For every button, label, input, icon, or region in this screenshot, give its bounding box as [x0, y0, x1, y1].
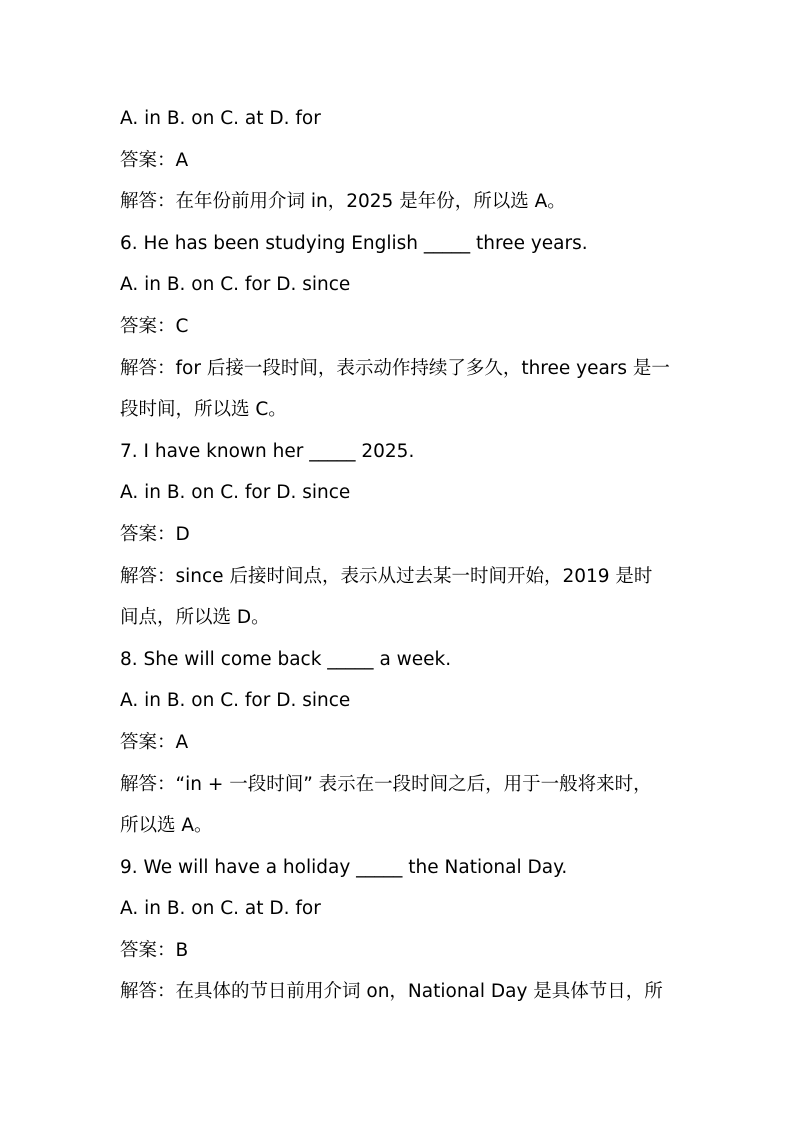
q7-explanation-line-1: 解答：since 后接时间点，表示从过去某一时间开始，2019 是时 [120, 565, 653, 587]
q9-question: 9. We will have a holiday _____ the National Day. [120, 856, 568, 878]
q9-answer: 答案：B [120, 939, 189, 961]
q9-explanation-line-1: 解答：在具体的节日前用介词 on，National Day 是具体节日，所 [120, 981, 663, 1003]
q6-options: A. in B. on C. for D. since [120, 274, 351, 296]
q8-explanation-line-1: 解答：“in + 一段时间” 表示在一段时间之后，用于一般将来时， [120, 773, 652, 795]
q5-options: A. in B. on C. at D. for [120, 108, 321, 129]
q7-explanation-line-2: 间点，所以选 D。 [120, 607, 270, 629]
document-page [120, 98, 680, 1013]
q7-answer: 答案：D [120, 523, 190, 545]
q8-options: A. in B. on C. for D. since [120, 690, 351, 712]
q6-question: 6. He has been studying English _____ three years. [120, 232, 588, 254]
q7-question: 7. I have known her _____ 2025. [120, 440, 415, 462]
q9-options: A. in B. on C. at D. for [120, 898, 321, 920]
q5-explanation: 解答：在年份前用介词 in，2025 是年份，所以选 A。 [120, 191, 566, 213]
q8-question: 8. She will come back _____ a week. [120, 648, 452, 670]
q6-explanation-line-2: 段时间，所以选 C。 [120, 399, 287, 421]
q8-explanation-line-2: 所以选 A。 [120, 815, 213, 837]
q5-answer: 答案：A [120, 149, 189, 171]
q6-answer: 答案：C [120, 315, 189, 337]
q7-options: A. in B. on C. for D. since [120, 482, 351, 504]
q8-answer: 答案：A [120, 731, 189, 753]
q6-explanation-line-1: 解答：for 后接一段时间，表示动作持续了多久，three years 是一 [120, 357, 670, 379]
